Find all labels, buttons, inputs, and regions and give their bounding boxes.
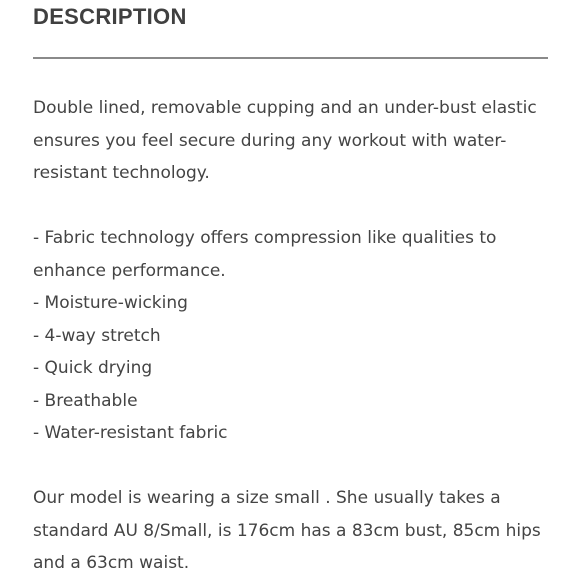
intro-line: ensures you feel secure during any workout with water- xyxy=(33,130,507,151)
paragraph-gap xyxy=(33,190,553,223)
description-body xyxy=(33,92,553,580)
feature-item: - Breathable xyxy=(33,390,138,411)
feature-item: enhance performance. xyxy=(33,260,226,281)
feature-item: - Moisture-wicking xyxy=(33,293,188,313)
model-info-line: standard AU 8/Small, is 176cm has a 83cm bust, 85cm hips xyxy=(33,520,541,541)
section-divider xyxy=(33,57,548,59)
model-info-line: and a 63cm waist. xyxy=(33,553,190,573)
intro-line: Double lined, removable cupping and an under-bust elastic xyxy=(33,98,537,118)
paragraph-gap xyxy=(33,450,553,483)
feature-item: - 4-way stretch xyxy=(33,325,161,346)
feature-item: - Water-resistant fabric xyxy=(33,423,228,443)
feature-item: - Fabric technology offers compression like qualities to xyxy=(33,228,497,248)
model-info-paragraph xyxy=(33,482,553,580)
section-title: DESCRIPTION xyxy=(33,4,187,29)
model-info-line: Our model is wearing a size small . She usually takes a xyxy=(33,488,501,508)
feature-item: - Quick drying xyxy=(33,358,153,378)
feature-list xyxy=(33,222,553,450)
intro-line: resistant technology. xyxy=(33,163,210,183)
intro-paragraph xyxy=(33,92,553,190)
